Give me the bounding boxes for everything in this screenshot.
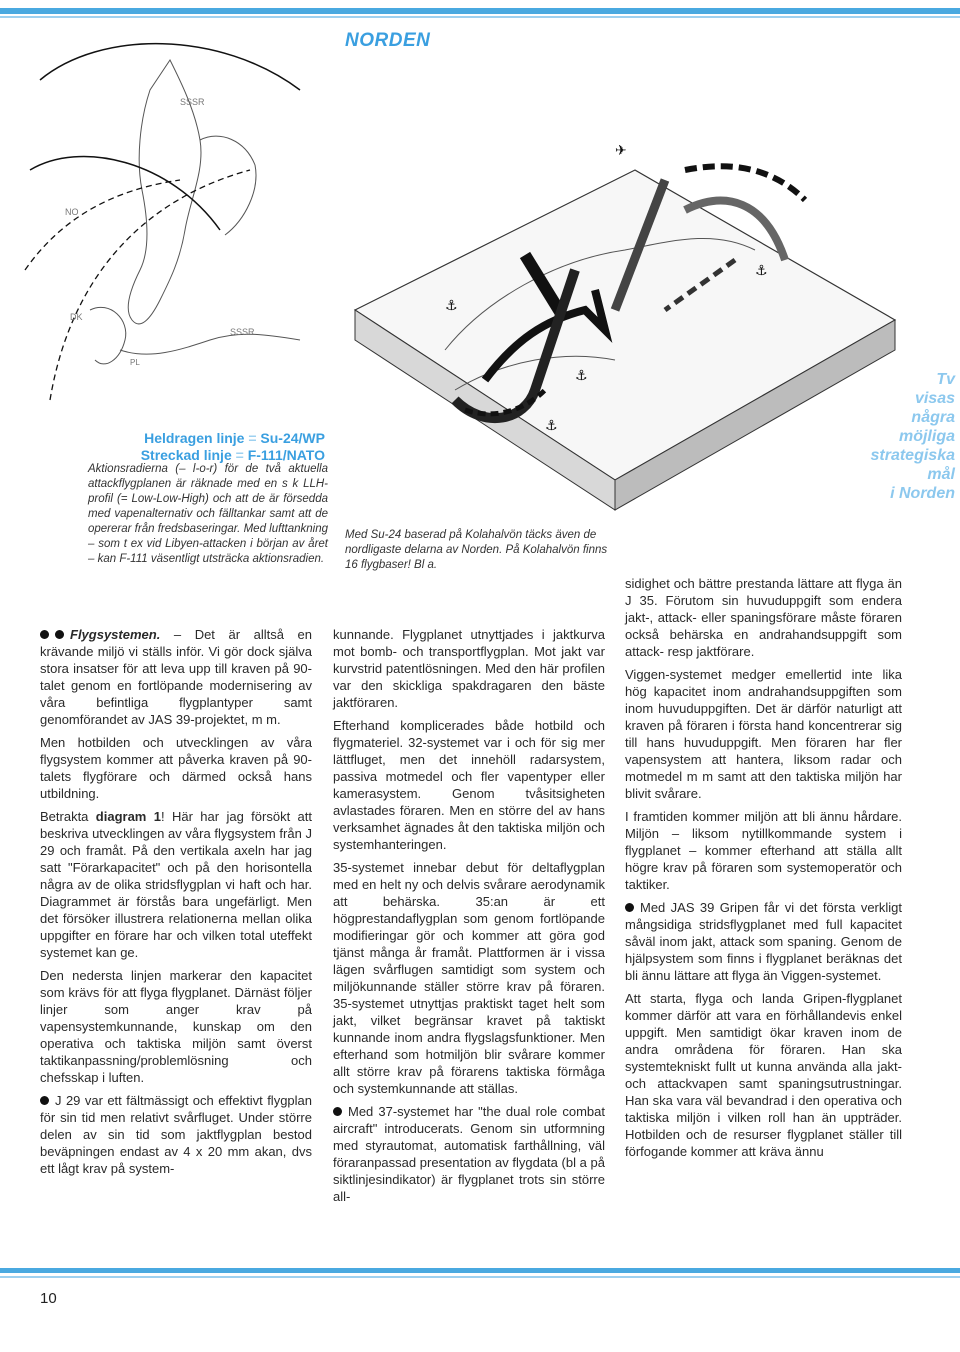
bullet-icon [625,903,634,912]
anchor-icon: ⚓ [575,368,588,384]
map-label-sssr-south: SSSR [230,327,255,337]
bullet-icon [40,1096,49,1105]
diagram-caption: Med Su-24 baserad på Kolahalvön täcks även de nordligaste delarna av Norden. På Kolahalvön finns 16 flygbaser! Bl a. [345,529,608,571]
aircraft-icon: ✈ [615,143,627,159]
map-caption: Aktionsradierna (– l-o-r) för de två aktuella attackflygplanen är räknade med en s k LLH-profil (= Low-Low-High) och att de är försedda med vapenalternativ och fälltankar samt att de opererar från fredsbaseringar. Med lufttankning – som t ex vid Libyen-attacken i början av året – kan F-111 väsentligt utsträcka aktionsradien. [88,463,328,565]
paragraph: Viggen-systemet medger emellertid inte lika hög kapacitet inom andrahandsuppgiften som inom huvuduppgiften. Det är därför naturligt att kraven på föraren i första hand koncentrerar sig till hans huvuduppgift. Men föraren har fler vapensystem att hantera, liksom radar och motmedel m m samt att den taktiska miljön har blivit svårare. [625,667,902,801]
section-title: NORDEN [345,30,431,51]
anchor-icon: ⚓ [545,418,558,434]
bottom-rule [0,1268,960,1273]
paragraph: 35-systemet innebar debut för deltaflygplan med en helt ny och delvis svårare aerodynamik att behärska. 35:an är ett högprestandaflygplan som genom fortlöpande modifieringar gör och kommer att göra god tjänst många år framåt. Plattformen är i vissa lägen svårflugen samtidigt som system och miljökunnande ställer större krav på föraren. 35-systemet utnyttjas praktiskt taget helt som jakt, vilket begränsar kravet på taktiskt kunnande inom andra flygslagsfunktioner. Men efterhand som hotmiljön blir svårare kommer allt större krav på förarens taktiska förmåga och systemkunnande att ställas. [333,860,605,1096]
paragraph: Betrakta diagram 1! Här har jag försökt att beskriva utvecklingen av våra flygsystem från J 29 och framåt. På den vertikala axeln har jag satt "Förarkapacitet" och på den horisontella några av de olika stridsflygplan vi haft och har. Diagrammet är förstås bara ungefärligt. Men det försöker illustrera relationerna mellan olika uppgifter en förare har och vilken total uteffekt systemet kan ge. [40,809,313,960]
legend-solid: Heldragen linje = Su-24/WP [144,430,325,446]
top-rule-thin [0,16,960,18]
map-legend [125,430,325,464]
paragraph: Men hotbilden och utvecklingen av våra flygsystem kommer att påverka kraven på 90-talets flygförare och därmed också hans utbildning. [40,735,312,801]
top-rule [0,8,960,14]
paragraph: Efterhand komplicerades både hotbild och flygmateriel. 32-systemet var i och för sig mer lättfluget, men det innehöll radarsystem, passiva motmedel och fler vapentyper eller kamerasystem. Genom tvåsitsigheten avlastades föraren. Men en större del av hans verksamhet ägnades åt den taktiska miljön och systemhanteringen. [333,718,605,852]
paragraph: sidighet och bättre prestanda lättare att flyga än J 35. Förutom sin huvuduppgift som endera jakt-, attack- eller spaningsförare måste föraren också behärska en andrahandsuppgift som attack- resp jaktförare. [625,576,902,659]
strategic-targets-diagram [335,60,905,530]
anchor-icon: ⚓ [755,263,768,279]
bullet-icon [55,630,64,639]
bullet-icon [40,630,49,639]
page-number: 10 [40,1290,57,1307]
map-label-no: NO [65,207,79,217]
paragraph: Med 37-systemet har "the dual role combat aircraft" introducerats. Genom sin utformning med styrautomat, automatisk farthållning, väl föraranpassad presentation av flygdata (bl a på siktlinjesindikator) är flygplanet trots sin större all- [333,1104,605,1204]
bottom-rule-thin [0,1276,960,1278]
paragraph: Med JAS 39 Gripen får vi det första verkligt mångsidiga stridsflygplanet med full kapacitet såväl inom jakt, attack som spaning. Genom de hjälpsystem som finns i flygplanet beräknas det bli ännu lättare att flyga än Viggen-systemet. [625,900,902,983]
paragraph: Den nedersta linjen markerar den kapacitet som krävs för att flyga flygplanet. Därnäst följer linjer som anger krav på vapensystemkunnande, kunskap om den operativa och taktiska miljön samt överst taktikanpassning/problemlösning och chefsskap i luften. [40,968,312,1085]
bullet-icon [333,1107,342,1116]
paragraph: Att starta, flyga och landa Gripen-flygplanet kommer därför att vara en förhållandevis enkel uppgift. Men samtidigt ökar kraven inom de andra områdena för föraren. Han ska systemtekniskt fullt ut kunna använda alla jakt- och attackvapen samt spaningsutrustningar. Han ska vara väl bevandrad i den operativa och taktiska miljön i vilken roll han än uppträder. Hotbilden och de resurser flygplanet ställer till förfogande kommer att kräva ännu [625,991,902,1159]
paragraph: J 29 var ett fältmässigt och effektivt flygplan för sin tid men relativt svårfluget. Under större delen av sin tid som jaktflygplan bestod beväpningen endast av 4 x 20 mm akan, dvs ett lågt krav på system- [40,1093,312,1176]
legend-dashed: Streckad linje = F-111/NATO [140,447,325,463]
map-label-sssr-north: SSSR [180,97,205,107]
column-1 [40,626,312,1183]
paragraph: kunnande. Flygplanet utnyttjades i jaktkurva mot bomb- och transportflygplan. Mot jakt var kurvstrid patentlösningen. Med den här profilen var den skickliga spakdragaren den bäste jaktföraren. [333,627,605,710]
column-3 [625,575,902,1166]
action-radius-map [20,20,320,460]
paragraph: Flygsystemen. – Det är alltså en krävande miljö vi ställs inför. Vi gör dock själva stora insatser för att leva upp till kraven på 90-talet genom en fortlöpande modernisering av våra befintliga flygplantyper samt genomförandet av JAS 39-projektet, m m. [40,627,312,727]
map-label-pl: PL [130,358,140,367]
side-heading: Tv visas några möjliga strategiska mål i Norden [870,371,955,502]
column-2 [333,626,605,1211]
anchor-icon: ⚓ [445,298,458,314]
map-label-dk: DK [70,312,83,322]
paragraph: I framtiden kommer miljön att bli ännu hårdare. Miljön – liksom nytillkommande system i flygplanet – kommer efterhand att ställa allt högre krav på föraren som systemoperatör och taktiker. [625,809,902,892]
